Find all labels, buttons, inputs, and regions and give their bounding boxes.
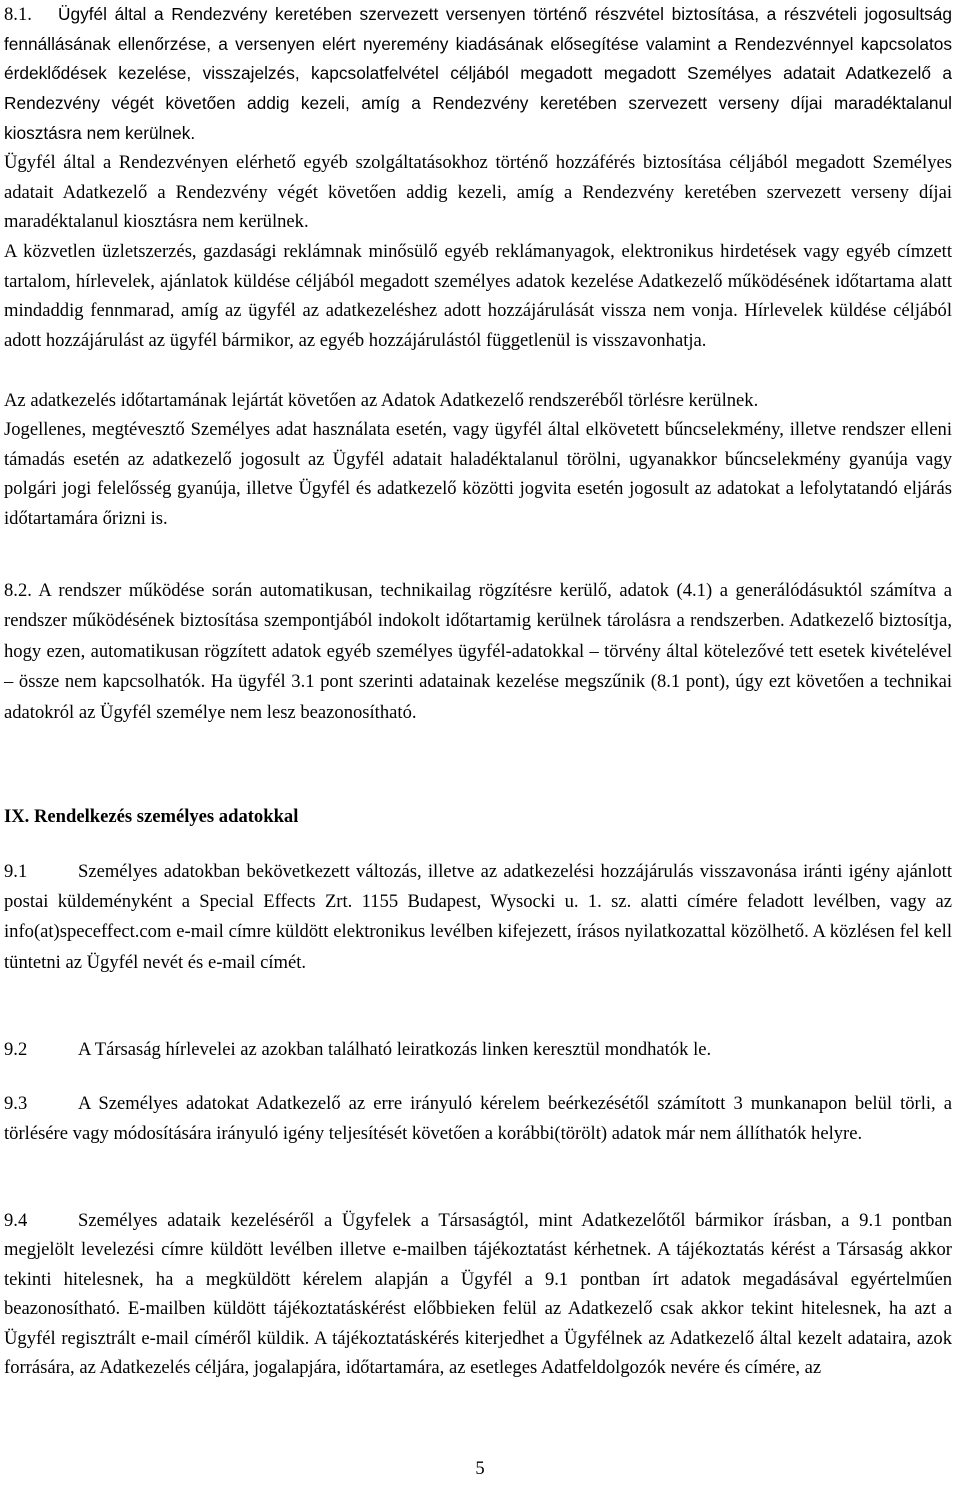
section-number-9-1: 9.1 (4, 861, 28, 882)
paragraph-9-2 (4, 1035, 952, 1065)
page-number: 5 (475, 1458, 485, 1479)
paragraph-8-1-deletion: Az adatkezelés időtartamának lejártát követően az Adatok Adatkezelő rendszeréből törlésre kerülnek. (4, 390, 759, 411)
section-number-9-3: 9.3 (4, 1093, 28, 1114)
paragraph-9-4 (4, 1206, 952, 1382)
paragraph-9-2-text: A Társaság hírlevelei az azokban található leiratkozás linken keresztül mondhatók le. (78, 1039, 712, 1060)
paragraph-9-3-text: A Személyes adatokat Adatkezelő az erre irányuló kérelem beérkezésétől számított 3 munkanapon belül törli, a törlésére vagy módosítására irányuló igény teljesítését követően a korábbi(törölt) adatok már nem állíthatók helyre. (4, 1093, 952, 1145)
section-number-8-1: 8.1. (4, 4, 32, 25)
paragraph-8-1-services: Ügyfél által a Rendezvényen elérhető egyéb szolgáltatásokhoz történő hozzáférés biztosítása céljából megadott Személyes adatait Adatkezelő a Rendezvény végét követően addig kezeli, amíg a Rendezvény keretében szervezett verseny díjai maradéktalanul kiosztásra nem kerülnek. (4, 152, 952, 233)
paragraph-8-2: 8.2. A rendszer működése során automatikusan, technikailag rögzítésre kerülő, adatok (4.1) a generálódásuktól számítva a rendszer működésének biztosítása szempontjából indokolt időtartamig kerülnek tárolásra a rendszerben. Adatkezelő biztosítja, hogy ezen, automatikusan rögzített adatok egyéb személyes ügyfél-adatokkal – törvény által kötelezővé tett esetek kivételével – össze nem kapcsolhatók. Ha ügyfél 3.1 pont szerinti adatainak kezelése megszűnik (8.1 pont), úgy ezt követően a technikai adatokról az Ügyfél személye nem lesz beazonosítható. (4, 580, 952, 723)
paragraph-9-3 (4, 1089, 952, 1149)
paragraph-8-1-text: Ügyfél által a Rendezvény keretében szervezett versenyen történő részvétel biztosítása, a részvételi jogosultság fennállásának ellenőrzése, a versenyen elért nyeremény kiadásának elősegítése valamint a Rendezvénnyel kapcsolatos érdeklődések kezelése, visszajelzés, kapcsolatfelvétel céljából megadott megadott Személyes adatait Adatkezelő a Rendezvény végét követően addig kezeli, amíg a Rendezvény keretében szervezett verseny díjai maradéktalanul kiosztásra nem kerülnek. (4, 4, 952, 143)
section-9-heading: IX. Rendelkezés személyes adatokkal (4, 806, 299, 827)
section-number-9-4: 9.4 (4, 1210, 28, 1231)
paragraph-9-4-text: Személyes adataik kezeléséről a Ügyfelek a Társaságtól, mint Adatkezelőtől bármikor írásban, a 9.1 pontban megjelölt levelezési címre küldött levélben illetve e-mailben tájékoztatást kérhetnek. A tájékoztatás kérést a Társaság akkor tekinti hitelesnek, ha a megküldött kérelem alapján a Ügyfél a 9.1 pontban írt adatok megadásával egyértelműen beazonosítható. E-mailben küldött tájékoztatáskérést előbbieken felül az Adatkezelő csak akkor tekint hitelesnek, ha azt a Ügyfél regisztrált e-mail címéről küldik. A tájékoztatáskérés kiterjedhet a Ügyfélnek az Adatkezelő által kezelt adataira, azok forrására, az Adatkezelés céljára, jogalapjára, időtartamára, az esetleges Adatfeldolgozók nevére és címére, az (4, 1210, 952, 1379)
paragraph-8-1-marketing: A közvetlen üzletszerzés, gazdasági reklámnak minősülő egyéb reklámanyagok, elektronikus hirdetések vagy egyéb címzett tartalom, hírlevelek, ajánlatok küldése céljából megadott személyes adatok kezelése Adatkezelő működésének időtartama alatt mindaddig fennmarad, amíg az ügyfél az adatkezeléshez adott hozzájárulását vissza nem vonja. Hírlevelek küldése céljából adott hozzájárulást az ügyfél bármikor, az egyéb hozzájárulástól függetlenül is visszavonhatja. (4, 241, 952, 352)
paragraph-8-1 (4, 0, 952, 149)
paragraph-8-1-unlawful: Jogellenes, megtévesztő Személyes adat használata esetén, vagy ügyfél által elkövetett bűncselekmény, illetve rendszer elleni támadás esetén az adatkezelő jogosult az Ügyfél adatait haladéktalanul törölni, ugyanakkor bűncselekmény gyanúja vagy polgári jogi felelősség gyanúja, illetve Ügyfél és adatkezelő közötti jogvita esetén jogosult az adatokat a lefolytatandó eljárás időtartamára őrizni is. (4, 419, 952, 530)
section-number-9-2: 9.2 (4, 1039, 28, 1060)
paragraph-9-1-text: Személyes adatokban bekövetkezett változás, illetve az adatkezelési hozzájárulás visszavonása iránti igény ajánlott postai küldeményként a Special Effects Zrt. 1155 Budapest, Wysocki u. 1. sz. alatti címére feladott levélben, vagy az info(at)speceffect.com e-mail címre küldött elektronikus levélben kifejezett, írásos nyilatkozattal közölhető. A közlésen fel kell tüntetni az Ügyfél nevét és e-mail címét. (4, 861, 952, 973)
paragraph-9-1 (4, 857, 952, 978)
